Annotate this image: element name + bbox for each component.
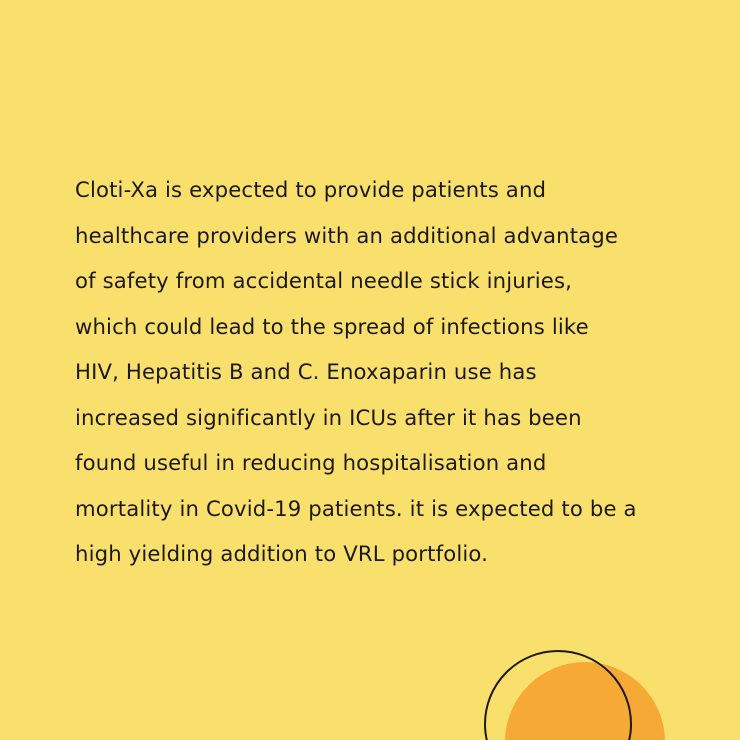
paragraph-line: Cloti-Xa is expected to provide patients and [75, 177, 547, 202]
paragraph-line: which could lead to the spread of infections like [75, 313, 589, 339]
paragraph-line: mortality in Covid-19 patients. it is expected to be a [75, 495, 637, 521]
orange-filled-circle [505, 662, 665, 740]
paragraph-line: found useful in reducing hospitalisation and [75, 450, 547, 475]
paragraph-line: HIV, Hepatitis B and C. Enoxaparin use has [75, 359, 537, 384]
paragraph-line: increased significantly in ICUs after it has been [75, 404, 582, 430]
paragraph-line: of safety from accidental needle stick injuries, [75, 268, 573, 293]
paragraph-line: healthcare providers with an additional advantage [75, 222, 619, 248]
paragraph-line: high yielding addition to VRL portfolio. [75, 541, 489, 566]
